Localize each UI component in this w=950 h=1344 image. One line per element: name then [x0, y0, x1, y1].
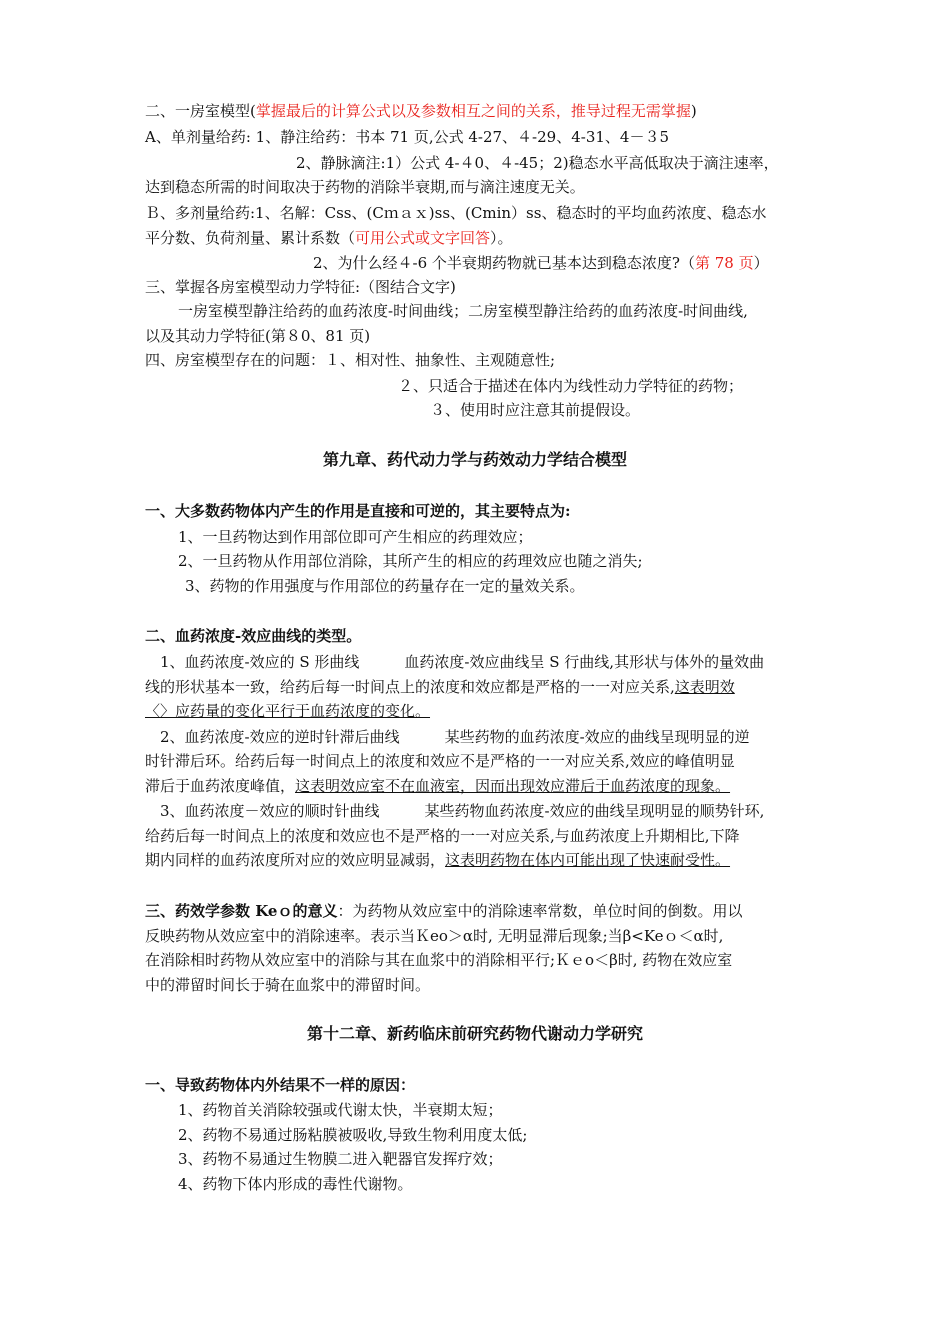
keo-line-1 [145, 901, 743, 921]
clockwise-line-3-underlined: 这表明药物在体内可能出现了快速耐受性。 [445, 851, 731, 869]
s-curve-line-3: 〈〉应药量的变化平行于血药浓度的变化。 [145, 702, 431, 720]
section-4-item-2: ２、只适合于描述在体内为线性动力学特征的药物； [398, 377, 744, 395]
terms-red-note: 可用公式或文字回答 [355, 229, 491, 247]
terms-suffix: ）。 [490, 229, 513, 247]
half-life-question-suffix: ） [753, 254, 769, 272]
half-life-question-line [313, 253, 769, 273]
s-curve-line-1: 1、血药浓度-效应的 S 形曲线 血药浓度-效应曲线呈 S 行曲线,其形状与体外的量效曲 [160, 653, 765, 671]
chapter-12-heading: 第十二章、新药临床前研究药物代谢动力学研究 [306, 1024, 643, 1043]
clockwise-line-3-text: 期内同样的血药浓度所对应的效应明显减弱， [145, 851, 446, 869]
iv-infusion-line: 2、静脉滴注:1）公式 4-４0、４-45；2)稳态水平高低取决于滴注速率， [296, 154, 779, 172]
s-curve-line-2 [145, 677, 735, 697]
chapter-12-item-3: 3、药物不易通过生物膜二进入靶器官发挥疗效； [178, 1150, 503, 1168]
chapter-9-heading: 第九章、药代动力学与药效动力学结合模型 [322, 450, 627, 469]
counterclockwise-line-3 [145, 776, 730, 796]
clockwise-line-1: 3、血药浓度－效应的顺时针曲线 某些药物血药浓度-效应的曲线呈现明显的顺势针环, [160, 802, 765, 820]
section-2-title-red-note: 掌握最后的计算公式以及参数相互之间的关系，推导过程无需掌握 [255, 102, 691, 120]
chapter-9-section-2-title: 二、血药浓度-效应曲线的类型。 [145, 627, 362, 645]
counterclockwise-line-2: 时针滞后环。给药后每一时间点上的浓度和效应不是严格的一一对应关系,效应的峰值明显 [145, 752, 735, 770]
chapter-9-item-2: 2、一旦药物从作用部位消除，其所产生的相应的药理效应也随之消失; [178, 552, 643, 570]
multi-dose-line: Ｂ、多剂量给药:1、名解：Css、(Cｍａｘ)ss、(Cmin）ss、稳态时的平均血药浓度、稳态水 [145, 204, 767, 222]
chapter-12-item-1: 1、药物首关消除较强或代谢太快，半衰期太短； [178, 1101, 503, 1119]
section-3-line-1: 一房室模型静注给药的血药浓度-时间曲线；二房室模型静注给药的血药浓度-时间曲线, [178, 302, 748, 320]
chapter-9-item-1: 1、一旦药物达到作用部位即可产生相应的药理效应； [178, 528, 533, 546]
single-dose-line: A、单剂量给药: 1、静注给药：书本 71 页,公式 4-27、４-29、4-31、4－３5 [145, 128, 669, 146]
chapter-12-item-2: 2、药物不易通过肠粘膜被吸收,导致生物利用度太低; [178, 1126, 528, 1144]
steady-state-line: 达到稳态所需的时间取决于药物的消除半衰期,而与滴注速度无关。 [145, 178, 585, 196]
keo-title: 三、药效学参数 Keｏ的意义 [145, 902, 338, 920]
chapter-9-item-3: 3、药物的作用强度与作用部位的药量存在一定的量效关系。 [185, 577, 585, 595]
page-reference-red: 第 78 页 [694, 254, 754, 272]
section-3-title: 三、掌握各房室模型动力学特征:（图结合文字) [145, 278, 456, 296]
s-curve-line-2-underlined: 这表明效 [674, 678, 735, 696]
counterclockwise-line-1: 2、血药浓度-效应的逆时针滞后曲线 某些药物的血药浓度-效应的曲线呈现明显的逆 [160, 728, 750, 746]
chapter-12-item-4: 4、药物下体内形成的毒性代谢物。 [178, 1175, 413, 1193]
chapter-9-section-1-title: 一、大多数药物体内产生的作用是直接和可逆的，其主要特点为: [145, 502, 571, 520]
s-curve-line-2-text: 线的形状基本一致，给药后每一时间点上的浓度和效应都是严格的一一对应关系, [145, 678, 675, 696]
section-4-item-3: ３、使用时应注意其前提假设。 [430, 401, 641, 419]
keo-line-2: 反映药物从效应室中的消除速率。表示当Ｋeo＞α时, 无明显滞后现象;当β<Keｏ＜α时, [145, 927, 724, 945]
multi-dose-terms-line [145, 228, 513, 248]
half-life-question-prefix: 2、为什么经４-6 个半衰期药物就已基本达到稳态浓度?（ [313, 254, 695, 272]
section-3-line-2: 以及其动力学特征(第８0、81 页) [145, 327, 371, 345]
chapter-12-section-1-title: 一、导致药物体内外结果不一样的原因： [145, 1076, 416, 1094]
section-2-title [145, 101, 697, 121]
counterclockwise-line-3-text: 滞后于血药浓度峰值， [145, 777, 296, 795]
keo-definition: ：为药物从效应室中的消除速率常数，单位时间的倒数。用以 [337, 902, 743, 920]
terms-prefix: 平分数、负荷剂量、累计系数（ [145, 229, 356, 247]
section-2-title-prefix: 二、一房室模型( [145, 102, 256, 120]
clockwise-line-3 [145, 850, 730, 870]
keo-line-4: 中的滞留时间长于骑在血浆中的滞留时间。 [145, 976, 431, 994]
clockwise-line-2: 给药后每一时间点上的浓度和效应也不是严格的一一对应关系,与血药浓度上升期相比,下降 [145, 827, 740, 845]
section-4-title: 四、房室模型存在的问题：１、相对性、抽象性、主观随意性; [145, 351, 556, 369]
counterclockwise-line-3-underlined: 这表明效应室不在血液室，因而出现效应滞后于血药浓度的现象。 [295, 777, 731, 795]
keo-line-3: 在消除相时药物从效应室中的消除与其在血浆中的消除相平行;Ｋｅo＜β时, 药物在效应室 [145, 951, 733, 969]
section-2-title-suffix: ) [690, 102, 697, 120]
